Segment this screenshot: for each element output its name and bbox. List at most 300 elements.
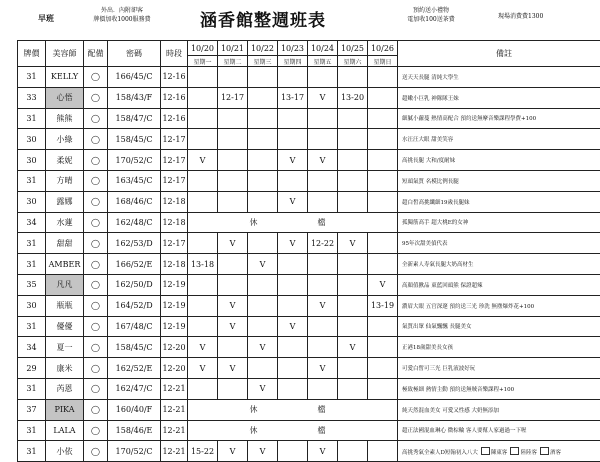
row-code: 170/52/C xyxy=(108,441,161,462)
date-header: 10/24 xyxy=(308,41,338,56)
row-code: 164/52/D xyxy=(108,295,161,316)
row-name: AMBER xyxy=(46,254,84,275)
row-day-cell: V xyxy=(218,316,248,337)
row-day-cell xyxy=(248,358,278,379)
row-name: 露娜 xyxy=(46,191,84,212)
col-remark-header: 備註 xyxy=(398,41,600,67)
row-remark xyxy=(398,67,600,88)
row-name: 凡凡 xyxy=(46,274,84,295)
rest-label-2: 檔 xyxy=(318,217,378,228)
row-day-cell: V xyxy=(338,233,368,254)
row-time: 12-21 xyxy=(161,420,188,441)
row-day-cell xyxy=(248,274,278,295)
rest-label-2: 檔 xyxy=(318,404,378,415)
remark-text: 高挑秀氣全素人D短翰初入八大 xyxy=(402,450,478,456)
remark-text: 超嫩小巨乳 神隊隊王妹 xyxy=(402,96,459,102)
row-remark xyxy=(398,212,600,233)
weekday-header: 星期三 xyxy=(248,56,278,67)
remark-text: 正港18歲甜美長女孩 xyxy=(402,345,453,351)
row-day-cell xyxy=(368,358,398,379)
schedule-table xyxy=(17,40,600,462)
date-header: 10/22 xyxy=(248,41,278,56)
row-name: KELLY xyxy=(46,67,84,88)
row-day-cell: V xyxy=(218,441,248,462)
row-day-cell xyxy=(338,274,368,295)
stamp-icon xyxy=(510,447,519,455)
weekday-header: 星期四 xyxy=(278,56,308,67)
row-no: 30 xyxy=(18,129,46,150)
table-row xyxy=(18,254,600,275)
row-day-cell xyxy=(248,295,278,316)
row-day-cell: 15-22 xyxy=(188,441,218,462)
remark-text: 純天然混血美女 可愛又性感 大奶無添加 xyxy=(402,408,499,414)
table-row xyxy=(18,378,600,399)
row-day-cell: V xyxy=(278,316,308,337)
row-day-cell: V xyxy=(368,274,398,295)
row-remark xyxy=(398,129,600,150)
row-name: 水蓮 xyxy=(46,212,84,233)
row-remark xyxy=(398,337,600,358)
row-no: 33 xyxy=(18,87,46,108)
row-no: 31 xyxy=(18,233,46,254)
row-day-cell xyxy=(308,337,338,358)
row-day-cell xyxy=(278,358,308,379)
schedule-rows xyxy=(18,67,600,462)
date-header: 10/20 xyxy=(188,41,218,56)
row-name: 芮恩 xyxy=(46,378,84,399)
weekday-header: 星期二 xyxy=(218,56,248,67)
row-day-cell xyxy=(218,150,248,171)
table-row xyxy=(18,87,600,108)
row-rest xyxy=(188,399,398,420)
remark-text: 高顏值揪品 東藍回頭熊 保證超辣 xyxy=(402,283,483,289)
date-header: 10/23 xyxy=(278,41,308,56)
row-day-cell xyxy=(248,129,278,150)
row-day-cell xyxy=(248,150,278,171)
row-day-cell xyxy=(368,170,398,191)
row-time: 12-19 xyxy=(161,316,188,337)
row-day-cell xyxy=(308,108,338,129)
row-day-cell xyxy=(338,358,368,379)
note-mid-line1: 預約送小禮物 xyxy=(382,6,480,15)
row-day-cell xyxy=(188,87,218,108)
row-remark xyxy=(398,295,600,316)
row-day-cell: V xyxy=(308,150,338,171)
row-no: 31 xyxy=(18,108,46,129)
row-day-cell xyxy=(338,295,368,316)
row-cfg: ◯ xyxy=(84,191,108,212)
row-no: 37 xyxy=(18,399,46,420)
row-day-cell xyxy=(188,316,218,337)
rest-label-1: 休 xyxy=(208,217,258,228)
row-day-cell xyxy=(278,378,308,399)
row-cfg: ◯ xyxy=(84,420,108,441)
weekday-header: 星期日 xyxy=(368,56,398,67)
date-header: 10/25 xyxy=(338,41,368,56)
row-code: 162/53/D xyxy=(108,233,161,254)
row-day-cell: 12-17 xyxy=(218,87,248,108)
row-remark xyxy=(398,233,600,254)
weekday-header: 星期五 xyxy=(308,56,338,67)
row-day-cell: V xyxy=(308,358,338,379)
row-day-cell: V xyxy=(218,358,248,379)
remark-text: 可愛白皙可三光 巨乳液波好玩 xyxy=(402,366,475,372)
row-day-cell: V xyxy=(218,295,248,316)
header xyxy=(0,0,600,44)
row-time: 12-17 xyxy=(161,150,188,171)
row-no: 34 xyxy=(18,337,46,358)
row-time: 12-21 xyxy=(161,378,188,399)
col-no-header: 牌價 xyxy=(18,41,46,67)
row-day-cell xyxy=(188,295,218,316)
row-day-cell: V xyxy=(308,441,338,462)
row-day-cell xyxy=(278,170,308,191)
row-day-cell: V xyxy=(218,233,248,254)
row-day-cell: 13-19 xyxy=(368,295,398,316)
row-code: 166/52/E xyxy=(108,254,161,275)
row-day-cell xyxy=(308,316,338,337)
row-day-cell xyxy=(338,108,368,129)
col-code-header: 密碼 xyxy=(108,41,161,67)
note-mid xyxy=(382,6,480,24)
row-no: 31 xyxy=(18,67,46,88)
row-day-cell: V xyxy=(278,233,308,254)
row-day-cell: 12-22 xyxy=(308,233,338,254)
row-name: 柔妮 xyxy=(46,150,84,171)
row-no: 30 xyxy=(18,295,46,316)
row-day-cell xyxy=(338,191,368,212)
row-day-cell xyxy=(368,191,398,212)
table-row xyxy=(18,316,600,337)
row-remark xyxy=(398,108,600,129)
row-day-cell xyxy=(308,254,338,275)
row-day-cell xyxy=(188,67,218,88)
rest-label-1: 休 xyxy=(208,404,258,415)
row-time: 12-16 xyxy=(161,67,188,88)
table-row xyxy=(18,108,600,129)
stamp-icon xyxy=(481,447,490,455)
row-remark xyxy=(398,441,600,462)
row-day-cell xyxy=(188,108,218,129)
row-code: 160/40/F xyxy=(108,399,161,420)
row-no: 31 xyxy=(18,441,46,462)
row-cfg: ◯ xyxy=(84,233,108,254)
row-name: 夏一 xyxy=(46,337,84,358)
row-name: PIKA xyxy=(46,399,84,420)
row-rest xyxy=(188,212,398,233)
table-row xyxy=(18,441,600,462)
row-code: 162/52/E xyxy=(108,358,161,379)
row-name: 心悟 xyxy=(46,87,84,108)
remark-text: 95年次甜美偵代表 xyxy=(402,241,448,247)
row-day-cell xyxy=(188,274,218,295)
row-day-cell xyxy=(278,441,308,462)
row-day-cell xyxy=(278,337,308,358)
row-cfg: ◯ xyxy=(84,378,108,399)
table-row xyxy=(18,233,600,254)
row-name: 小綠 xyxy=(46,129,84,150)
row-day-cell xyxy=(308,191,338,212)
row-day-cell: V xyxy=(188,358,218,379)
row-day-cell xyxy=(188,233,218,254)
row-name: 熊熊 xyxy=(46,108,84,129)
row-cfg: ◯ xyxy=(84,212,108,233)
row-day-cell: V xyxy=(308,87,338,108)
row-day-cell xyxy=(368,150,398,171)
row-cfg: ◯ xyxy=(84,399,108,420)
row-code: 163/45/C xyxy=(108,170,161,191)
row-day-cell xyxy=(368,441,398,462)
row-name: 小依 xyxy=(46,441,84,462)
row-time: 12-21 xyxy=(161,441,188,462)
row-no: 31 xyxy=(18,254,46,275)
row-day-cell xyxy=(308,378,338,399)
table-row xyxy=(18,170,600,191)
row-day-cell xyxy=(218,378,248,399)
row-remark xyxy=(398,316,600,337)
row-day-cell xyxy=(248,67,278,88)
row-day-cell xyxy=(218,108,248,129)
row-cfg: ◯ xyxy=(84,358,108,379)
col-time-header: 時段 xyxy=(161,41,188,67)
table-row xyxy=(18,67,600,88)
row-day-cell xyxy=(338,129,368,150)
stamp-label: 陸陸客 xyxy=(520,450,537,456)
row-day-cell: V xyxy=(338,337,368,358)
remark-text: 超正法國混血琳心 微棕輪 客人要幫人家過過一下喔 xyxy=(402,428,527,434)
row-code: 158/47/C xyxy=(108,108,161,129)
row-day-cell xyxy=(278,67,308,88)
row-day-cell xyxy=(338,316,368,337)
row-day-cell xyxy=(308,170,338,191)
weekday-header: 星期一 xyxy=(188,56,218,67)
rest-label-1: 休 xyxy=(208,425,258,436)
row-time: 12-17 xyxy=(161,233,188,254)
remark-text: 水汪汪大眼 甜美笑容 xyxy=(402,137,453,143)
row-remark xyxy=(398,358,600,379)
row-day-cell xyxy=(278,108,308,129)
row-day-cell xyxy=(218,129,248,150)
row-day-cell: V xyxy=(248,378,278,399)
row-day-cell xyxy=(368,254,398,275)
row-day-cell xyxy=(368,233,398,254)
note-right: 現場消費費1300 xyxy=(498,11,543,20)
row-day-cell: V xyxy=(278,150,308,171)
row-code: 162/48/C xyxy=(108,212,161,233)
row-code: 158/46/E xyxy=(108,420,161,441)
row-day-cell xyxy=(218,254,248,275)
row-time: 12-20 xyxy=(161,337,188,358)
row-no: 31 xyxy=(18,170,46,191)
note-left-line1: 外出．內附卻客 xyxy=(76,6,168,15)
row-day-cell xyxy=(248,170,278,191)
remark-text: 短頭氣質 名模比例長腿 xyxy=(402,179,459,185)
row-day-cell xyxy=(338,170,368,191)
row-name: LALA xyxy=(46,420,84,441)
row-name: 瓶瓶 xyxy=(46,295,84,316)
row-time: 12-18 xyxy=(161,191,188,212)
row-day-cell xyxy=(368,129,398,150)
row-name: 方晴 xyxy=(46,170,84,191)
row-cfg: ◯ xyxy=(84,441,108,462)
table-row xyxy=(18,274,600,295)
row-day-cell xyxy=(368,67,398,88)
row-day-cell xyxy=(368,316,398,337)
remark-text: 細膩小蘿蔓 熱情高配合 預約送無摩音樂課程學費+100 xyxy=(402,116,536,122)
row-name: 康米 xyxy=(46,358,84,379)
note-left xyxy=(76,6,168,24)
remark-text: 送天天長腿 清純大學生 xyxy=(402,75,459,81)
row-remark xyxy=(398,378,600,399)
row-day-cell: 13-18 xyxy=(188,254,218,275)
row-day-cell xyxy=(248,87,278,108)
row-no: 35 xyxy=(18,274,46,295)
row-cfg: ◯ xyxy=(84,170,108,191)
table-row xyxy=(18,191,600,212)
row-time: 12-16 xyxy=(161,108,188,129)
row-day-cell xyxy=(248,191,278,212)
stamp-label: 酒客 xyxy=(550,450,561,456)
row-remark xyxy=(398,399,600,420)
row-cfg: ◯ xyxy=(84,274,108,295)
row-remark xyxy=(398,274,600,295)
row-code: 162/47/C xyxy=(108,378,161,399)
row-day-cell xyxy=(278,254,308,275)
row-remark xyxy=(398,150,600,171)
row-day-cell: V xyxy=(188,150,218,171)
table-row xyxy=(18,420,600,441)
row-day-cell xyxy=(368,337,398,358)
row-day-cell xyxy=(218,67,248,88)
remark-text: 孤獨筋高手 超大桃E的女神 xyxy=(402,220,468,226)
row-day-cell: V xyxy=(248,254,278,275)
row-day-cell xyxy=(248,108,278,129)
stamp-label: 陳東客 xyxy=(491,450,508,456)
row-remark xyxy=(398,170,600,191)
row-day-cell xyxy=(338,254,368,275)
row-cfg: ◯ xyxy=(84,316,108,337)
row-day-cell xyxy=(338,67,368,88)
row-time: 12-18 xyxy=(161,212,188,233)
row-remark xyxy=(398,87,600,108)
row-code: 166/45/C xyxy=(108,67,161,88)
row-day-cell: V xyxy=(278,191,308,212)
remark-text: 全新素人寿氣長腿大奶高材生 xyxy=(402,262,474,268)
date-header: 10/26 xyxy=(368,41,398,56)
row-day-cell: 13-17 xyxy=(278,87,308,108)
row-cfg: ◯ xyxy=(84,337,108,358)
row-remark xyxy=(398,191,600,212)
row-day-cell xyxy=(338,150,368,171)
remark-text: 極致極細 熱情主動 預約送無賊音樂課程+100 xyxy=(402,387,514,393)
row-time: 12-16 xyxy=(161,87,188,108)
table-row xyxy=(18,150,600,171)
row-code: 167/48/C xyxy=(108,316,161,337)
weekday-header: 星期六 xyxy=(338,56,368,67)
row-code: 158/45/C xyxy=(108,129,161,150)
row-cfg: ◯ xyxy=(84,87,108,108)
row-day-cell: V xyxy=(308,295,338,316)
row-no: 29 xyxy=(18,358,46,379)
remark-text: 高挑長腿 大和/度耐妹 xyxy=(402,158,455,164)
row-name: 甜甜 xyxy=(46,233,84,254)
row-time: 12-20 xyxy=(161,358,188,379)
row-day-cell xyxy=(278,274,308,295)
row-day-cell xyxy=(218,191,248,212)
row-cfg: ◯ xyxy=(84,108,108,129)
row-no: 30 xyxy=(18,150,46,171)
row-day-cell xyxy=(368,87,398,108)
note-left-line2: 牌價加收1000服務費 xyxy=(76,15,168,24)
table-row xyxy=(18,399,600,420)
col-cfg-header: 配備 xyxy=(84,41,108,67)
row-code: 162/50/D xyxy=(108,274,161,295)
row-code: 170/52/C xyxy=(108,150,161,171)
row-day-cell xyxy=(218,337,248,358)
row-cfg: ◯ xyxy=(84,150,108,171)
row-day-cell xyxy=(188,129,218,150)
row-day-cell xyxy=(248,316,278,337)
row-time: 12-18 xyxy=(161,254,188,275)
row-day-cell xyxy=(188,378,218,399)
stamp-icon xyxy=(540,447,549,455)
row-day-cell xyxy=(248,233,278,254)
row-day-cell xyxy=(308,129,338,150)
row-day-cell xyxy=(218,170,248,191)
row-code: 158/43/F xyxy=(108,87,161,108)
col-name-header: 美容師 xyxy=(46,41,84,67)
row-day-cell xyxy=(338,378,368,399)
row-code: 168/46/C xyxy=(108,191,161,212)
row-no: 30 xyxy=(18,191,46,212)
row-day-cell: V xyxy=(248,441,278,462)
row-remark xyxy=(398,254,600,275)
row-cfg: ◯ xyxy=(84,67,108,88)
row-day-cell xyxy=(338,441,368,462)
row-day-cell xyxy=(368,108,398,129)
table-row xyxy=(18,295,600,316)
table-row xyxy=(18,358,600,379)
row-day-cell xyxy=(188,170,218,191)
date-header: 10/21 xyxy=(218,41,248,56)
row-no: 31 xyxy=(18,420,46,441)
row-day-cell xyxy=(308,274,338,295)
row-cfg: ◯ xyxy=(84,254,108,275)
row-day-cell xyxy=(278,129,308,150)
row-time: 12-19 xyxy=(161,274,188,295)
row-no: 31 xyxy=(18,378,46,399)
table-row xyxy=(18,129,600,150)
rest-label-2: 檔 xyxy=(318,425,378,436)
row-day-cell xyxy=(308,67,338,88)
remark-text: 氣質出眾 仙氣飄飄 長腿美女 xyxy=(402,324,472,330)
row-day-cell: V xyxy=(248,337,278,358)
row-remark xyxy=(398,420,600,441)
table-row xyxy=(18,212,600,233)
page-title: 涵香館整週班表 xyxy=(200,6,326,31)
shift-label: 早班 xyxy=(38,13,54,24)
remark-text: 超白皙高挑纖細19歲長腿妹 xyxy=(402,200,470,206)
row-no: 31 xyxy=(18,316,46,337)
row-code: 158/45/C xyxy=(108,337,161,358)
row-time: 12-17 xyxy=(161,170,188,191)
row-name: 優優 xyxy=(46,316,84,337)
row-no: 34 xyxy=(18,212,46,233)
table-row xyxy=(18,337,600,358)
remark-text: 濃眉大眼 五官深邃 預約送三光 珍洗 無塵爆炸花+100 xyxy=(402,304,534,310)
row-rest xyxy=(188,420,398,441)
row-day-cell: 13-20 xyxy=(338,87,368,108)
